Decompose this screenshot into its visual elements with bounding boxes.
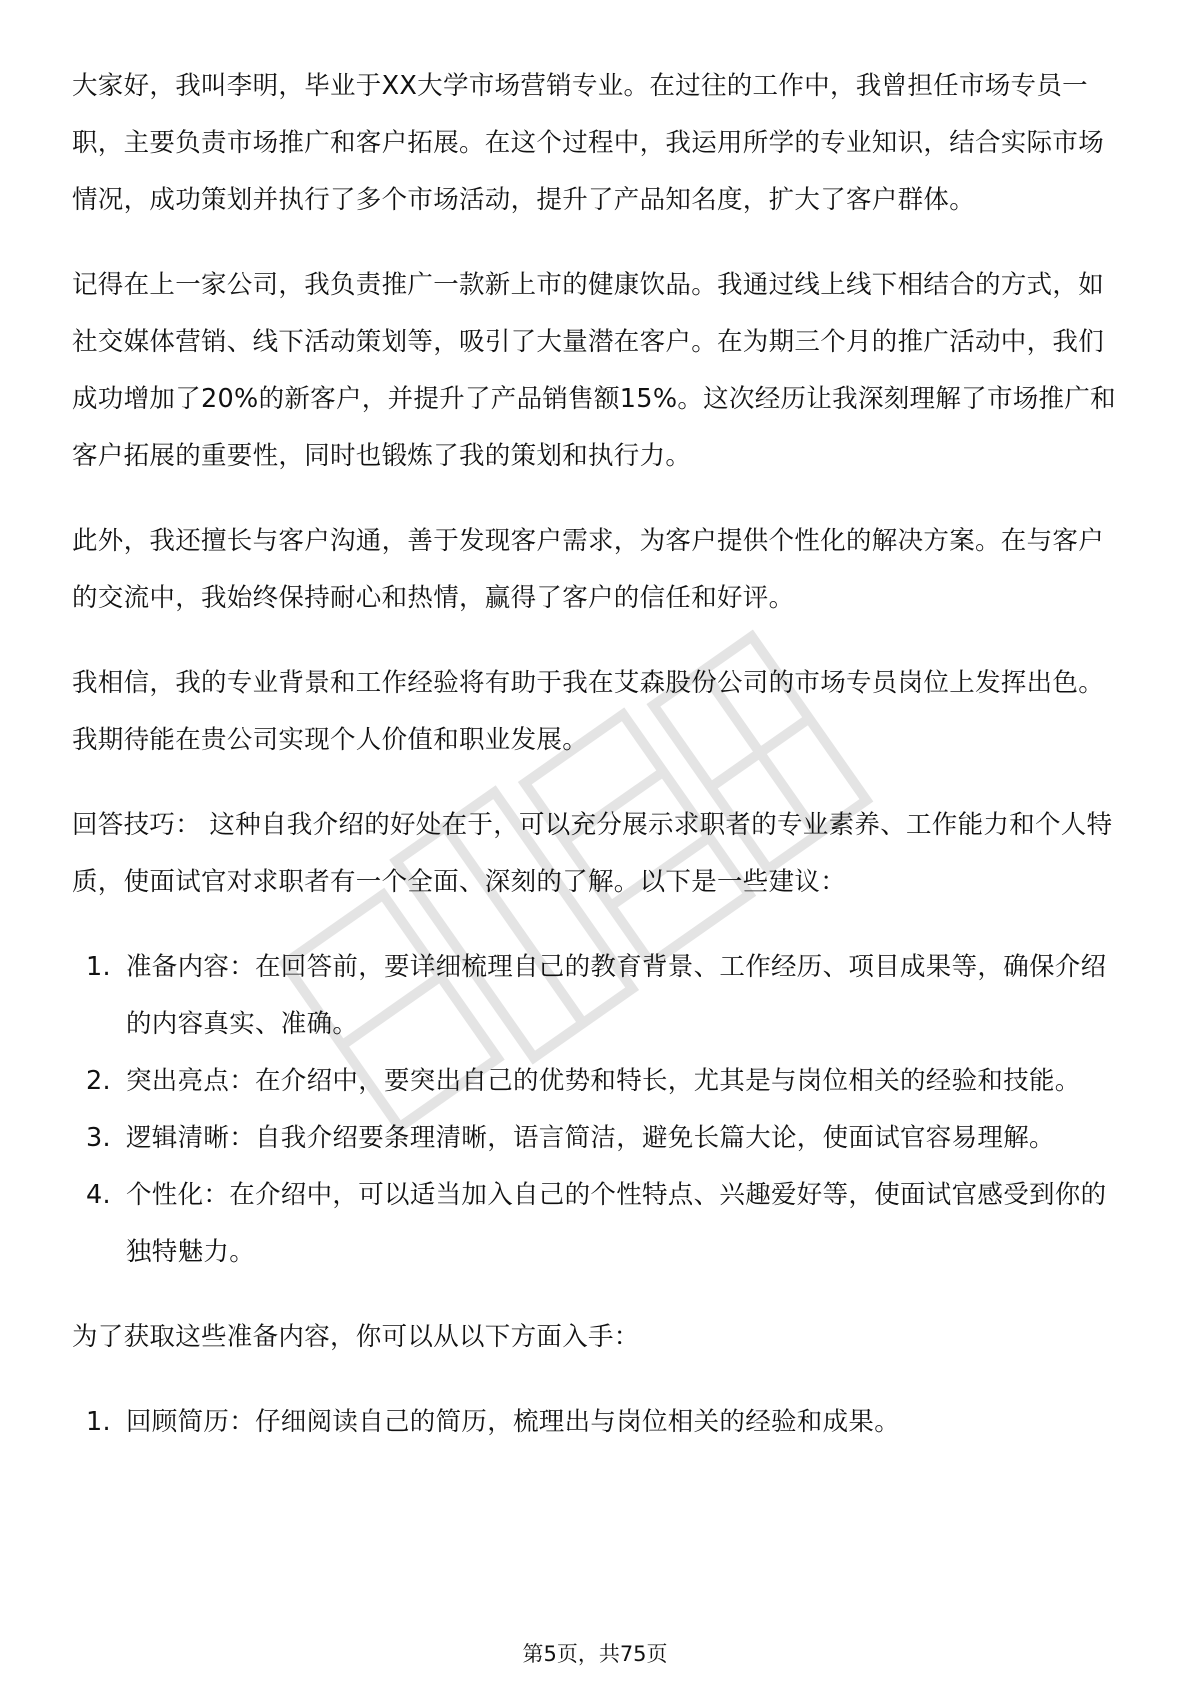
page-footer: 第5页，共75页 — [522, 1642, 668, 1666]
list-item — [72, 1167, 1124, 1281]
paragraph-answer-tips: 回答技巧： 这种自我介绍的好处在于，可以充分展示求职者的专业素养、工作能力和个人特质，使面试官对求职者有一个全面、深刻的了解。以下是一些建议： — [72, 810, 1113, 897]
document-body — [72, 58, 1124, 1479]
list-text: 准备内容：在回答前，要详细梳理自己的教育背景、工作经历、项目成果等，确保介绍的内容真实、准确。 — [126, 952, 1107, 1039]
list-item — [72, 939, 1124, 1053]
paragraph-experience: 记得在上一家公司，我负责推广一款新上市的健康饮品。我通过线上线下相结合的方式，如社交媒体营销、线下活动策划等，吸引了大量潜在客户。在为期三个月的推广活动中，我们成功增加了20%的新客户，并提升了产品销售额15%。这次经历让我深刻理解了市场推广和客户拓展的重要性，同时也锻炼了我的策划和执行力。 — [72, 270, 1116, 471]
sources-list — [72, 1394, 1124, 1451]
list-item — [72, 1110, 1124, 1167]
list-number: 1. — [86, 1407, 111, 1437]
list-text: 回顾简历：仔细阅读自己的简历，梳理出与岗位相关的经验和成果。 — [126, 1407, 901, 1437]
list-number: 3. — [86, 1123, 111, 1153]
paragraph-intro: 大家好，我叫李明，毕业于XX大学市场营销专业。在过往的工作中，我曾担任市场专员一职，主要负责市场推广和客户拓展。在这个过程中，我运用所学的专业知识，结合实际市场情况，成功策划并执行了多个市场活动，提升了产品知名度，扩大了客户群体。 — [72, 71, 1105, 215]
list-number: 2. — [86, 1066, 111, 1096]
list-text: 突出亮点：在介绍中，要突出自己的优势和特长，尤其是与岗位相关的经验和技能。 — [126, 1066, 1081, 1096]
tips-list — [72, 939, 1124, 1281]
list-number: 4. — [86, 1180, 111, 1210]
paragraph-communication: 此外，我还擅长与客户沟通，善于发现客户需求，为客户提供个性化的解决方案。在与客户的交流中，我始终保持耐心和热情，赢得了客户的信任和好评。 — [72, 526, 1105, 613]
paragraph-sources-intro: 为了获取这些准备内容，你可以从以下方面入手： — [72, 1322, 640, 1352]
list-item — [72, 1053, 1124, 1110]
list-text: 个性化：在介绍中，可以适当加入自己的个性特点、兴趣爱好等，使面试官感受到你的独特魅力。 — [126, 1180, 1107, 1267]
paragraph-conclusion: 我相信，我的专业背景和工作经验将有助于我在艾森股份公司的市场专员岗位上发挥出色。我期待能在贵公司实现个人价值和职业发展。 — [72, 668, 1105, 755]
list-number: 1. — [86, 952, 111, 982]
list-text: 逻辑清晰：自我介绍要条理清晰，语言简洁，避免长篇大论，使面试官容易理解。 — [126, 1123, 1055, 1153]
list-item — [72, 1394, 1124, 1451]
